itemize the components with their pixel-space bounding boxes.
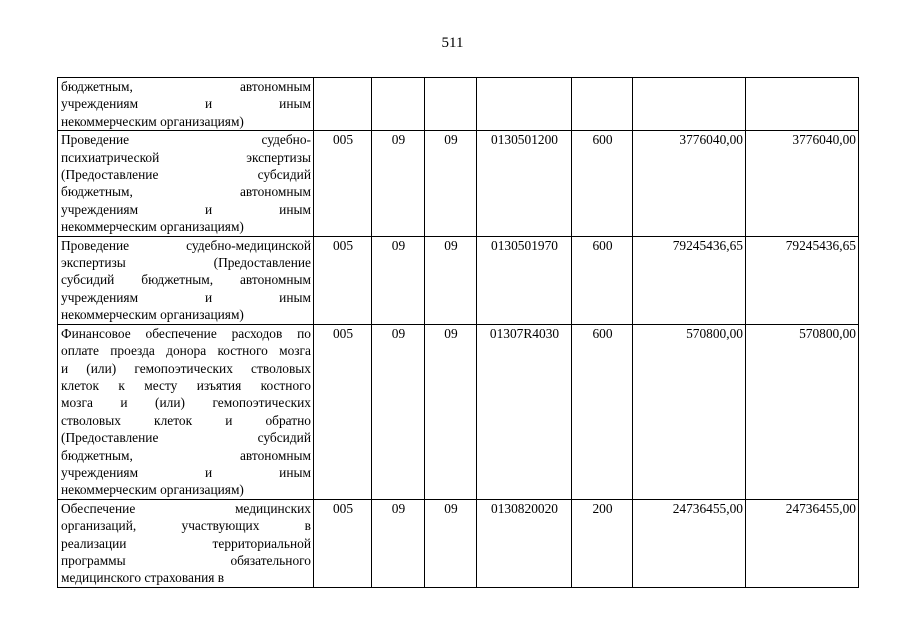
ministry-code-cell — [314, 78, 372, 131]
description-line: стволовых клеток и обратно — [61, 412, 311, 428]
amount-year1-cell: 570800,00 — [633, 324, 746, 499]
table-body — [58, 78, 859, 588]
description-line: учреждениям и иным — [61, 464, 311, 480]
section-code-cell: 09 — [372, 131, 425, 236]
amount-year2-cell: 79245436,65 — [746, 236, 859, 324]
description-line: некоммерческим организациям) — [61, 219, 244, 235]
section-code-cell: 09 — [372, 324, 425, 499]
description-line: оплате проезда донора костного мозга — [61, 343, 311, 359]
description-line: и (или) гемопоэтических стволовых — [61, 360, 311, 376]
description-line: бюджетным, автономным — [61, 79, 311, 94]
subsection-code-cell: 09 — [425, 236, 477, 324]
expense-type-cell: 600 — [572, 324, 633, 499]
ministry-code-cell: 005 — [314, 324, 372, 499]
description-line: Проведение судебно- — [61, 132, 311, 148]
amount-year2-cell — [746, 78, 859, 131]
description-line: медицинского страхования в — [61, 570, 225, 586]
amount-year1-cell: 3776040,00 — [633, 131, 746, 236]
section-code-cell: 09 — [372, 236, 425, 324]
description-line: экспертизы (Предоставление — [61, 255, 311, 271]
description-line: (Предоставление субсидий — [61, 430, 311, 446]
description-line: субсидий бюджетным, автономным — [61, 272, 311, 288]
description-line: (Предоставление субсидий — [61, 167, 311, 183]
ministry-code-cell: 005 — [314, 131, 372, 236]
subsection-code-cell: 09 — [425, 499, 477, 587]
description-line: организаций, участвующих в — [61, 518, 311, 534]
description-line: бюджетным, автономным — [61, 447, 311, 463]
amount-year1-cell: 79245436,65 — [633, 236, 746, 324]
description-line: мозга и (или) гемопоэтических — [61, 395, 311, 411]
description-cell — [58, 131, 314, 236]
description-line: некоммерческим организациям) — [61, 307, 244, 323]
subsection-code-cell — [425, 78, 477, 131]
table-row — [58, 131, 859, 236]
target-item-cell: 0130501970 — [477, 236, 572, 324]
subsection-code-cell: 09 — [425, 131, 477, 236]
ministry-code-cell: 005 — [314, 499, 372, 587]
budget-table — [57, 77, 859, 588]
expense-type-cell: 600 — [572, 131, 633, 236]
description-cell — [58, 236, 314, 324]
amount-year2-cell: 3776040,00 — [746, 131, 859, 236]
description-line: программы обязательного — [61, 552, 311, 568]
description-line: Обеспечение медицинских — [61, 500, 311, 516]
amount-year2-cell: 570800,00 — [746, 324, 859, 499]
section-code-cell — [372, 78, 425, 131]
description-line: Финансовое обеспечение расходов по — [61, 325, 311, 341]
target-item-cell — [477, 78, 572, 131]
section-code-cell: 09 — [372, 499, 425, 587]
description-line: Проведение судебно-медицинской — [61, 237, 311, 253]
ministry-code-cell: 005 — [314, 236, 372, 324]
description-line: учреждениям и иным — [61, 201, 311, 217]
target-item-cell: 0130820020 — [477, 499, 572, 587]
table-row — [58, 78, 859, 131]
expense-type-cell: 200 — [572, 499, 633, 587]
amount-year2-cell: 24736455,00 — [746, 499, 859, 587]
table-row — [58, 236, 859, 324]
page-number: 511 — [441, 35, 464, 51]
description-line: бюджетным, автономным — [61, 184, 311, 200]
subsection-code-cell: 09 — [425, 324, 477, 499]
expense-type-cell — [572, 78, 633, 131]
description-cell — [58, 324, 314, 499]
amount-year1-cell — [633, 78, 746, 131]
description-cell — [58, 78, 314, 131]
target-item-cell: 0130501200 — [477, 131, 572, 236]
description-line: реализации территориальной — [61, 535, 311, 551]
description-line: некоммерческим организациям) — [61, 113, 244, 129]
target-item-cell: 01307R4030 — [477, 324, 572, 499]
table-row — [58, 324, 859, 499]
amount-year1-cell: 24736455,00 — [633, 499, 746, 587]
description-cell — [58, 499, 314, 587]
table-row — [58, 499, 859, 587]
description-line: учреждениям и иным — [61, 289, 311, 305]
description-line: психиатрической экспертизы — [61, 149, 311, 165]
description-line: клеток к месту изъятия костного — [61, 377, 311, 393]
description-line: некоммерческим организациям) — [61, 482, 244, 498]
description-line: учреждениям и иным — [61, 96, 311, 112]
expense-type-cell: 600 — [572, 236, 633, 324]
